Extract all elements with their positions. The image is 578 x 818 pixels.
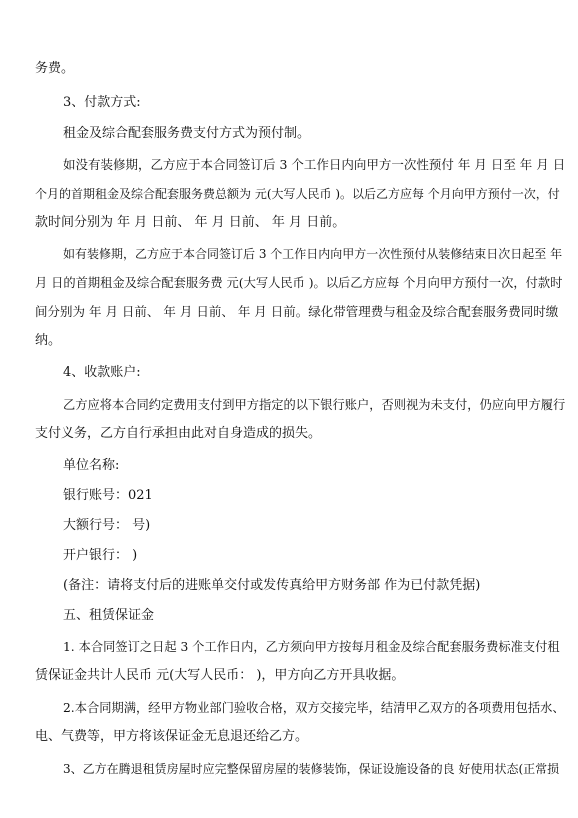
paragraph-line: 如有装修期，乙方应于本合同签订后 3 个工作日内向甲方一次性预付从装修结束日次日起至 年 bbox=[63, 247, 563, 261]
paragraph-line: 纳。 bbox=[35, 333, 62, 348]
paragraph-line: 间分别为 年 月 日前、 年 月 日前、 年 月 日前。绿化带管理费与租金及综合配套服务费同时缴 bbox=[35, 304, 559, 319]
paragraph-line: 赁保证金共计人民币 元(大写人民币： )，甲方向乙方开具收据。 bbox=[35, 668, 405, 683]
paragraph-line: 支付义务，乙方自行承担由此对自身造成的损失。 bbox=[35, 426, 322, 441]
paragraph-line: 务费。 bbox=[35, 61, 75, 76]
paragraph-line: 月 日的首期租金及综合配套服务费 元(大写人民币 )。以后乙方应每 个月向甲方预付一次，付款时 bbox=[35, 276, 563, 290]
paragraph-line: 乙方应将本合同约定费用支付到甲方指定的以下银行账户，否则视为未支付，仍应向甲方履行 bbox=[63, 398, 566, 412]
account-name-label: 单位名称: bbox=[63, 458, 120, 473]
opening-bank: 开户银行： ) bbox=[63, 548, 138, 563]
paragraph-line: 租金及综合配套服务费支付方式为预付制。 bbox=[63, 126, 311, 141]
paragraph-line: 2.本合同期满，经甲方物业部门验收合格，双方交接完毕，结清甲乙双方的各项费用包括水、 bbox=[63, 701, 565, 715]
paragraph-line: 电、气费等，甲方将该保证金无息退还给乙方。 bbox=[35, 729, 309, 744]
paragraph-line: 如没有装修期，乙方应于本合同签订后 3 个工作日内向甲方一次性预付 年 月 日至 年 月 日 bbox=[63, 157, 566, 172]
section-heading: 3、付款方式: bbox=[63, 95, 141, 110]
paragraph-line: 个月的首期租金及综合配套服务费总额为 元(大写人民币 )。以后乙方应每 个月向甲方预付一次，付 bbox=[35, 187, 560, 201]
section-heading: 4、收款账户: bbox=[63, 365, 141, 380]
account-number: 银行账号：021 bbox=[63, 488, 153, 503]
paragraph-line: 1. 本合同签订之日起 3 个工作日内，乙方须向甲方按每月租金及综合配套服务费标准支付租 bbox=[63, 640, 560, 654]
interbank-number: 大额行号： 号) bbox=[63, 518, 151, 533]
remark-note: (备注：请将支付后的进账单交付或发传真给甲方财务部 作为已付款凭据) bbox=[63, 578, 481, 593]
paragraph-line: 3、乙方在腾退租赁房屋时应完整保留房屋的装修装饰，保证设施设备的良 好使用状态(正常损 bbox=[63, 762, 560, 776]
paragraph-line: 款时间分别为 年 月 日前、 年 月 日前、 年 月 日前。 bbox=[35, 215, 346, 230]
section-heading: 五、租赁保证金 bbox=[63, 608, 155, 623]
